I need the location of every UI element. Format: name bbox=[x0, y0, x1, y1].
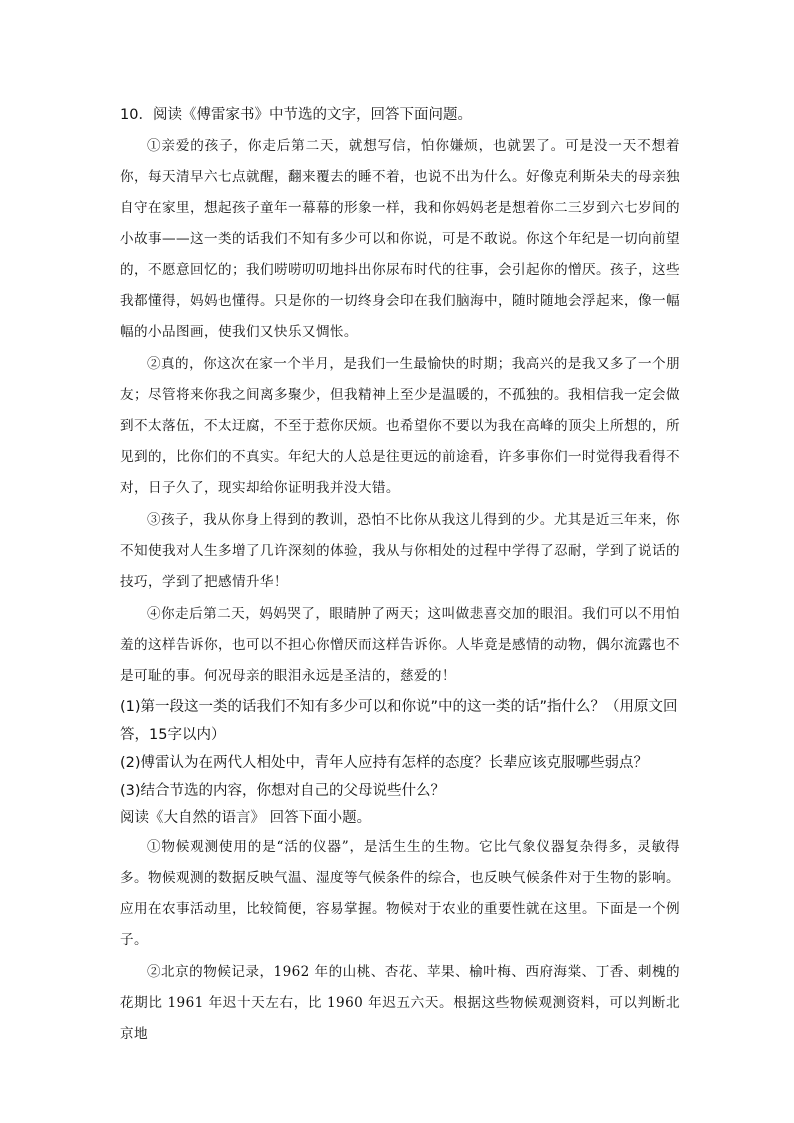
question-title bbox=[120, 102, 680, 129]
passage2-paragraph-1: ①物候观测使用的是“活的仪器”，是活生生的生物。它比气象仪器复杂得多，灵敏得多。物候观测的数据反映气温、湿度等气候条件的综合，也反映气候条件对于生物的影响。应用在农事活动里，比较简便，容易掌握。物候对于农业的重要性就在这里。下面是一个例子。 bbox=[120, 839, 680, 948]
passage1-paragraph-2: ②真的，你这次在家一个半月，是我们一生最愉快的时期；我高兴的是我又多了一个朋友；尽管将来你我之间离多聚少，但我精神上至少是温暖的，不孤独的。我相信我一定会做到不太落伍，不太迂腐，不至于惹你厌烦。也希望你不要以为我在高峰的顶尖上所想的，所见到的，比你们的不真实。年纪大的人总是往更远的前途看，许多事你们一时觉得我看得不对，日子久了，现实却给你证明我并没大错。 bbox=[120, 356, 680, 496]
passage1-paragraph-1: ①亲爱的孩子，你走后第二天，就想写信，怕你嫌烦，也就罢了。可是没一天不想着你，每天清早六七点就醒，翻来覆去的睡不着，也说不出为什么。好像克利斯朵夫的母亲独自守在家里，想起孩子童年一幕幕的形象一样，我和你妈妈老是想着你二三岁到六七岁间的小故事——这一类的话我们不知有多少可以和你说，可是不敢说。你这个年纪是一切向前望的，不愿意回忆的；我们唠唠叨叨地抖出你尿布时代的往事，会引起你的憎厌。孩子，这些我都懂得，妈妈也懂得。只是你的一切终身会印在我们脑海中，随时随地会浮起来，像一幅幅的小品图画，使我们又快乐又惆怅。 bbox=[120, 138, 680, 340]
sub-question-3: (3)结合节选的内容，你想对自己的父母说些什么？ bbox=[120, 783, 446, 799]
sub-question-2: (2)傅雷认为在两代人相处中，青年人应持有怎样的态度？长辈应该克服哪些弱点？ bbox=[120, 755, 649, 771]
question-number: 10． bbox=[120, 107, 153, 123]
passage1-paragraph-3: ③孩子，我从你身上得到的教训，恐怕不比你从我这儿得到的少。尤其是近三年来，你不知使我对人生多增了几许深刻的体验，我从与你相处的过程中学得了忍耐，学到了说话的技巧，学到了把感情升华！ bbox=[120, 512, 680, 590]
question-block bbox=[120, 102, 680, 1051]
sub-question-1: (1)第一段这一类的话我们不知有多少可以和你说”中的这一类的话”指什么？（用原文回答，15字以内） bbox=[120, 699, 678, 743]
passage1-paragraph-4: ④你走后第二天，妈妈哭了，眼睛肿了两天；这叫做悲喜交加的眼泪。我们可以不用怕羞的这样告诉你，也可以不担心你憎厌而这样告诉你。人毕竟是感情的动物，偶尔流露也不是可耻的事。何况母亲的眼泪永远是圣洁的，慈爱的！ bbox=[120, 606, 680, 684]
passage2-paragraph-2: ②北京的物候记录，1962 年的山桃、杏花、苹果、榆叶梅、西府海棠、丁香、刺槐的花期比 1961 年迟十天左右，比 1960 年迟五六天。根据这些物候观测资料，可以判断北京地 bbox=[120, 964, 680, 1042]
passage2-title: 阅读《大自然的语言》 回答下面小题。 bbox=[120, 810, 372, 826]
question-title-text: 阅读《傅雷家书》中节选的文字，回答下面问题。 bbox=[152, 107, 472, 123]
